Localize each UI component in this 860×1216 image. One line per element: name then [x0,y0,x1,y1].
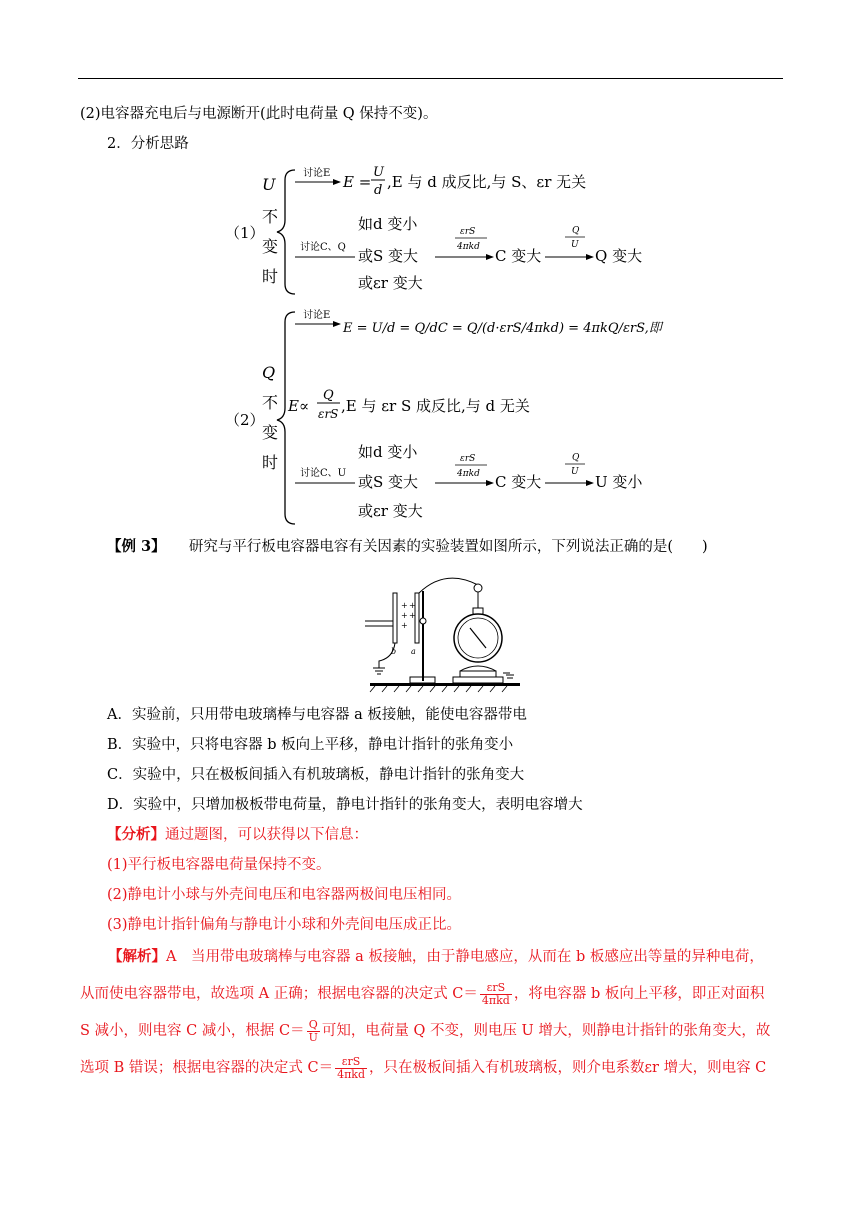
option-d: D．实验中，只增加极板带电荷量，静电计指针的张角变大，表明电容增大 [107,797,583,813]
formula-q-u-num: Q [307,1019,320,1032]
case2-u-formula-num: Q [572,453,580,463]
section-title: 2．分析思路 [107,136,189,152]
case2-cond-0: Q [262,363,276,382]
solution-line-4 [80,1051,784,1088]
case2-u-formula-den: U [571,467,579,477]
case1-end: Q 变大 [595,247,643,265]
case2-cond-3: 时 [262,453,279,472]
case1-mid: C 变大 [495,247,542,265]
heading-line: (2)电容器充电后与电源断开(此时电荷量 Q 保持不变)。 [80,106,438,122]
case1-stack-2: 或εr 变大 [358,274,423,292]
example-tag: 【例 3】 [107,538,166,555]
case1-cond-0: U [262,175,276,194]
formula-c-2-num: εrS [335,1056,367,1069]
case2-stack-0: 如d 变小 [358,443,418,461]
case2-cond-1: 不 [262,393,279,412]
case2-end: U 变小 [595,473,643,491]
option-b: B．实验中，只将电容器 b 板向上平移，静电计指针的张角变小 [107,737,514,753]
header-rule [78,78,783,79]
formula-c-1-den: 4πkd [481,993,510,1007]
figure-label-b: b [391,647,397,656]
solution-line-3 [80,1014,784,1051]
case1-stack-0: 如d 变小 [358,215,418,233]
solution-text-3a: S 减小，则电容 C 减小，根据 C＝ [80,1023,305,1039]
case1-c-formula-num: εrS [460,227,476,237]
solution-text-1: A 当用带电玻璃棒与电容器 a 板接触，由于静电感应，从而在 b 板感应出等量的异种电荷， [166,949,764,965]
svg-text:+: + [401,621,408,630]
case2-c-formula-den: 4πkd [457,469,480,479]
solution-text-2a: 从而使电容器带电，故选项 A 正确；根据电容器的决定式 C＝ [80,986,478,1002]
formula-c-2 [335,1056,367,1081]
analysis-point-1: (1)平行板电容器电荷量保持不变。 [107,857,331,873]
formula-q-u-den: U [308,1030,318,1044]
case1-cond-1: 不 [262,207,279,226]
case2-num: （2） [225,411,265,429]
case1-num: （1） [225,224,265,242]
case1-brace [277,170,295,294]
example-question: 研究与平行板电容器电容有关因素的实验装置如图所示，下列说法正确的是( ) [188,539,708,555]
case1-eq1-den: d [374,183,383,198]
solution-text-4b: ，只在极板间插入有机玻璃板，则介电系数εr 增大，则电容 C [369,1060,767,1076]
option-a: A．实验前，只用带电玻璃棒与电容器 a 板接触，能使电容器带电 [107,707,527,723]
option-c: C．实验中，只在极板间插入有机玻璃板，静电计指针的张角变大 [107,767,525,783]
analysis-line [107,825,368,845]
solution-paragraph [80,940,784,1088]
solution-text-3b: 可知，电荷量 Q 不变，则电压 U 增大，则静电计指针的张角变大，故 [321,1023,771,1039]
example-line [107,537,708,557]
case1-eq1-suffix: ,E 与 d 成反比,与 S、εr 无关 [387,173,587,191]
case1-q-formula-num: Q [572,226,580,236]
case2-prop-prefix: E∝ [288,397,310,415]
solution-line-1 [80,940,784,977]
case2-arrow1-label: 讨论E [303,310,331,321]
case2-mid: C 变大 [495,473,542,491]
case2-cond-2: 变 [262,423,279,442]
solution-text-2b: ，将电容器 b 板向上平移，即正对面积 [513,986,765,1002]
case2-c-formula-num: εrS [460,454,476,464]
analysis-point-2: (2)静电计小球与外壳间电压和电容器两极间电压相同。 [107,887,462,903]
solution-tag: 【解析】 [108,948,166,965]
formula-c-1-num: εrS [480,982,512,995]
svg-text:+: + [409,611,416,620]
apparatus-figure [365,573,525,693]
svg-text:+: + [401,611,408,620]
case1-stack-1: 或S 变大 [358,247,419,265]
case1-cond-2: 变 [262,237,279,256]
formula-q-u [307,1019,320,1044]
case2-prop-den: εrS [318,407,339,421]
figure-label-a: a [411,647,416,656]
case1-c-formula-den: 4πkd [457,242,480,252]
case2-eq: E = U/d = Q/dC = Q/(d·εrS/4πkd) = 4πkQ/εrS,即 [343,321,662,336]
case1-eq1-num: U [373,165,384,180]
formula-c-2-den: 4πkd [337,1067,366,1081]
solution-text-4a: 选项 B 错误；根据电容器的决定式 C＝ [80,1060,334,1076]
analysis-intro: 通过题图，可以获得以下信息： [165,827,368,843]
case2-brace [277,312,295,524]
case2-arrow2-label: 讨论C、U [300,468,347,479]
case1-arrow2-label: 讨论C、Q [300,242,346,253]
case1-cond-3: 时 [262,267,279,286]
case2-stack-2: 或εr 变大 [358,502,423,520]
case1-eq1-prefix: E = [343,173,372,191]
case1-q-formula-den: U [571,240,579,250]
case2-prop-suffix: ,E 与 εr S 成反比,与 d 无关 [341,397,530,415]
svg-text:+: + [409,601,416,610]
solution-line-2 [80,977,784,1014]
svg-text:+: + [401,601,408,610]
case2-prop-num: Q [323,388,334,403]
analysis-diagram [225,160,685,530]
formula-c-1 [480,982,512,1007]
analysis-tag: 【分析】 [107,826,165,843]
case2-stack-1: 或S 变大 [358,473,419,491]
case1-arrow1-label: 讨论E [303,168,331,179]
analysis-point-3: (3)静电计指针偏角与静电计小球和外壳间电压成正比。 [107,917,462,933]
